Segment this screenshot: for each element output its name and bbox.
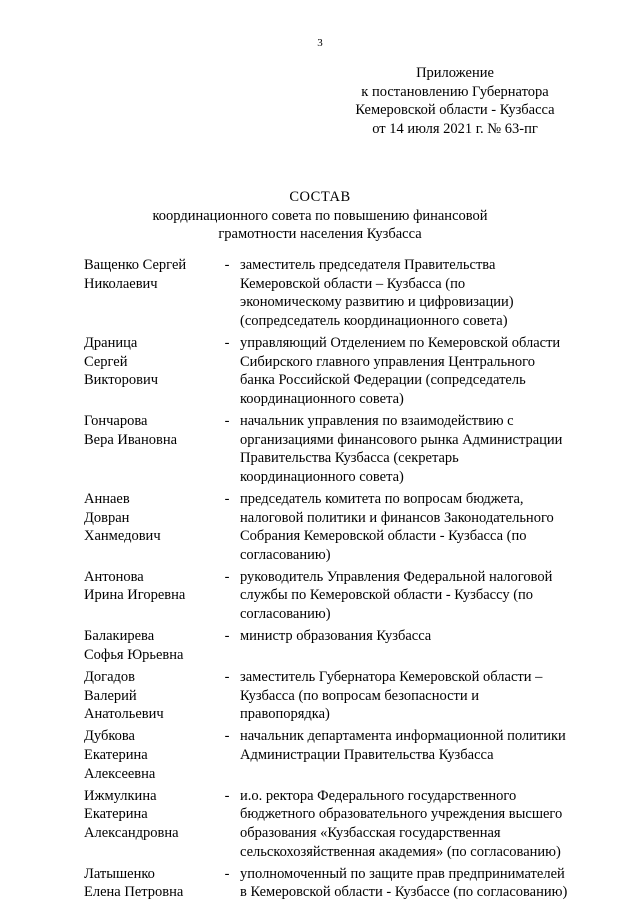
member-name-line: Аннаев [84,490,130,507]
member-role-line: согласованию) [240,606,331,623]
member-dash: - [224,669,230,686]
member-name-line: Викторович [84,372,159,389]
member-role [238,334,604,408]
member-dash: - [224,257,230,273]
member-dash: - [224,787,230,804]
member-name-line: Балакирева [84,628,155,645]
member-name-line: Вера Ивановна [84,431,178,448]
document-subtitle-line: грамотности населения Кузбасса [218,226,422,243]
member-name-line: Латышенко [84,865,155,882]
member-name-line: Довран [84,509,130,526]
appendix-line: Приложение [416,65,494,81]
document-title-block [0,188,640,244]
member-list [84,256,604,906]
appendix-line: Кемеровской области - Кузбасса [355,102,555,119]
document-subtitle-line: координационного совета по повышению финансовой [152,207,488,224]
member-role-line: согласованию) [240,546,331,563]
member-row [84,865,604,902]
member-role-line: начальник департамента информационной политики [240,728,566,745]
member-role-line: председатель комитета по вопросам бюджета, [240,490,524,507]
member-name [84,334,214,390]
appendix-line: к постановлению Губернатора [361,83,549,100]
member-role-line: Кемеровской области – Кузбасса (по [240,275,466,292]
member-row [84,256,604,330]
member-name-line: Алексеевна [84,765,156,782]
member-name-line: Екатерина [84,747,148,763]
member-name [84,787,214,843]
member-role-line: заместитель Губернатора Кемеровской области – [240,669,543,686]
member-role-line: управляющий Отделением по Кемеровской области [240,334,561,351]
member-role-line: (сопредседатель координационного совета) [240,312,508,329]
member-role-line: правопорядка) [240,706,330,723]
member-dash: - [224,412,230,429]
member-dash: - [224,628,230,645]
member-name-line: Елена Петровна [84,884,184,901]
member-name-line: Дубкова [84,728,135,745]
member-role [238,256,604,330]
member-role-line: начальник управления по взаимодействию с [240,412,514,429]
member-name-line: Анатольевич [84,706,164,723]
member-role-line: образования «Кузбасская государственная [240,824,501,841]
member-dash: - [224,865,230,882]
member-role [238,490,604,564]
member-dash: - [224,334,230,351]
member-name [84,568,214,605]
member-role [238,787,604,861]
member-name-line: Гончарова [84,412,148,429]
member-row [84,627,604,664]
document-title: СОСТАВ [289,189,351,205]
member-row [84,412,604,486]
member-name-line: Сергей [84,353,128,370]
member-dash: - [224,728,230,745]
member-name-line: Александровна [84,824,179,841]
member-row [84,490,604,564]
member-row [84,727,604,783]
member-name-line: Драница [84,334,138,351]
member-role [238,568,604,624]
member-role-line: Правительства Кузбасса (секретарь [240,450,459,467]
member-name-line: Ващенко Сергей [84,257,187,273]
member-name-line: Догадов [84,669,135,686]
member-dash: - [224,568,230,585]
member-role-line: координационного совета) [240,390,404,407]
member-role [238,412,604,486]
appendix-line: от 14 июля 2021 г. № 63-пг [372,120,538,137]
member-row [84,668,604,724]
member-role [238,865,604,902]
member-name [84,256,214,293]
member-role-line: руководитель Управления Федеральной налоговой [240,568,553,585]
member-name-line: Антонова [84,568,144,585]
member-name-line: Екатерина [84,806,148,823]
member-row [84,334,604,408]
member-role-line: экономическому развитию и цифровизации) [240,294,514,311]
member-role [238,727,604,764]
member-name [84,490,214,546]
member-role-line: Кузбасса (по вопросам безопасности и [240,687,480,704]
member-role-line: сельскохозяйственная академия» (по согласованию) [240,843,561,860]
page-number: 3 [317,37,323,49]
member-name [84,668,214,724]
member-role-line: банка Российской Федерации (сопредседатель [240,372,526,389]
member-name-line: Ханмедович [84,528,161,545]
member-name-line: Николаевич [84,275,158,292]
member-role-line: и.о. ректора Федерального государственного [240,787,517,804]
member-name [84,627,214,664]
member-name [84,865,214,902]
member-role [238,627,604,646]
member-role-line: Администрации Правительства Кузбасса [240,747,494,763]
appendix-header [330,64,580,138]
member-role-line: Собрания Кемеровской области - Кузбасса (по [240,528,527,545]
member-role-line: заместитель председателя Правительства [240,257,496,273]
member-role-line: уполномоченный по защите прав предпринимателей [240,865,565,882]
member-role-line: налоговой политики и финансов Законодательного [240,509,554,526]
member-role-line: координационного совета) [240,468,404,485]
member-name [84,412,214,449]
member-row [84,787,604,861]
member-role-line: бюджетного образовательного учреждения высшего [240,806,563,823]
member-row [84,568,604,624]
member-dash: - [224,490,230,507]
member-role-line: организациями финансового рынка Администрации [240,431,563,448]
member-role-line: службы по Кемеровской области - Кузбассу (по [240,587,534,604]
member-name-line: Ижмулкина [84,787,157,804]
member-name [84,727,214,783]
member-name-line: Ирина Игоревна [84,587,186,604]
member-role-line: в Кемеровской области - Кузбассе (по согласованию) [240,884,568,901]
member-name-line: Софья Юрьевна [84,646,184,663]
member-role-line: Сибирского главного управления Центрального [240,353,535,370]
member-role-line: министр образования Кузбасса [240,628,432,645]
member-name-line: Валерий [84,687,137,704]
member-role [238,668,604,724]
